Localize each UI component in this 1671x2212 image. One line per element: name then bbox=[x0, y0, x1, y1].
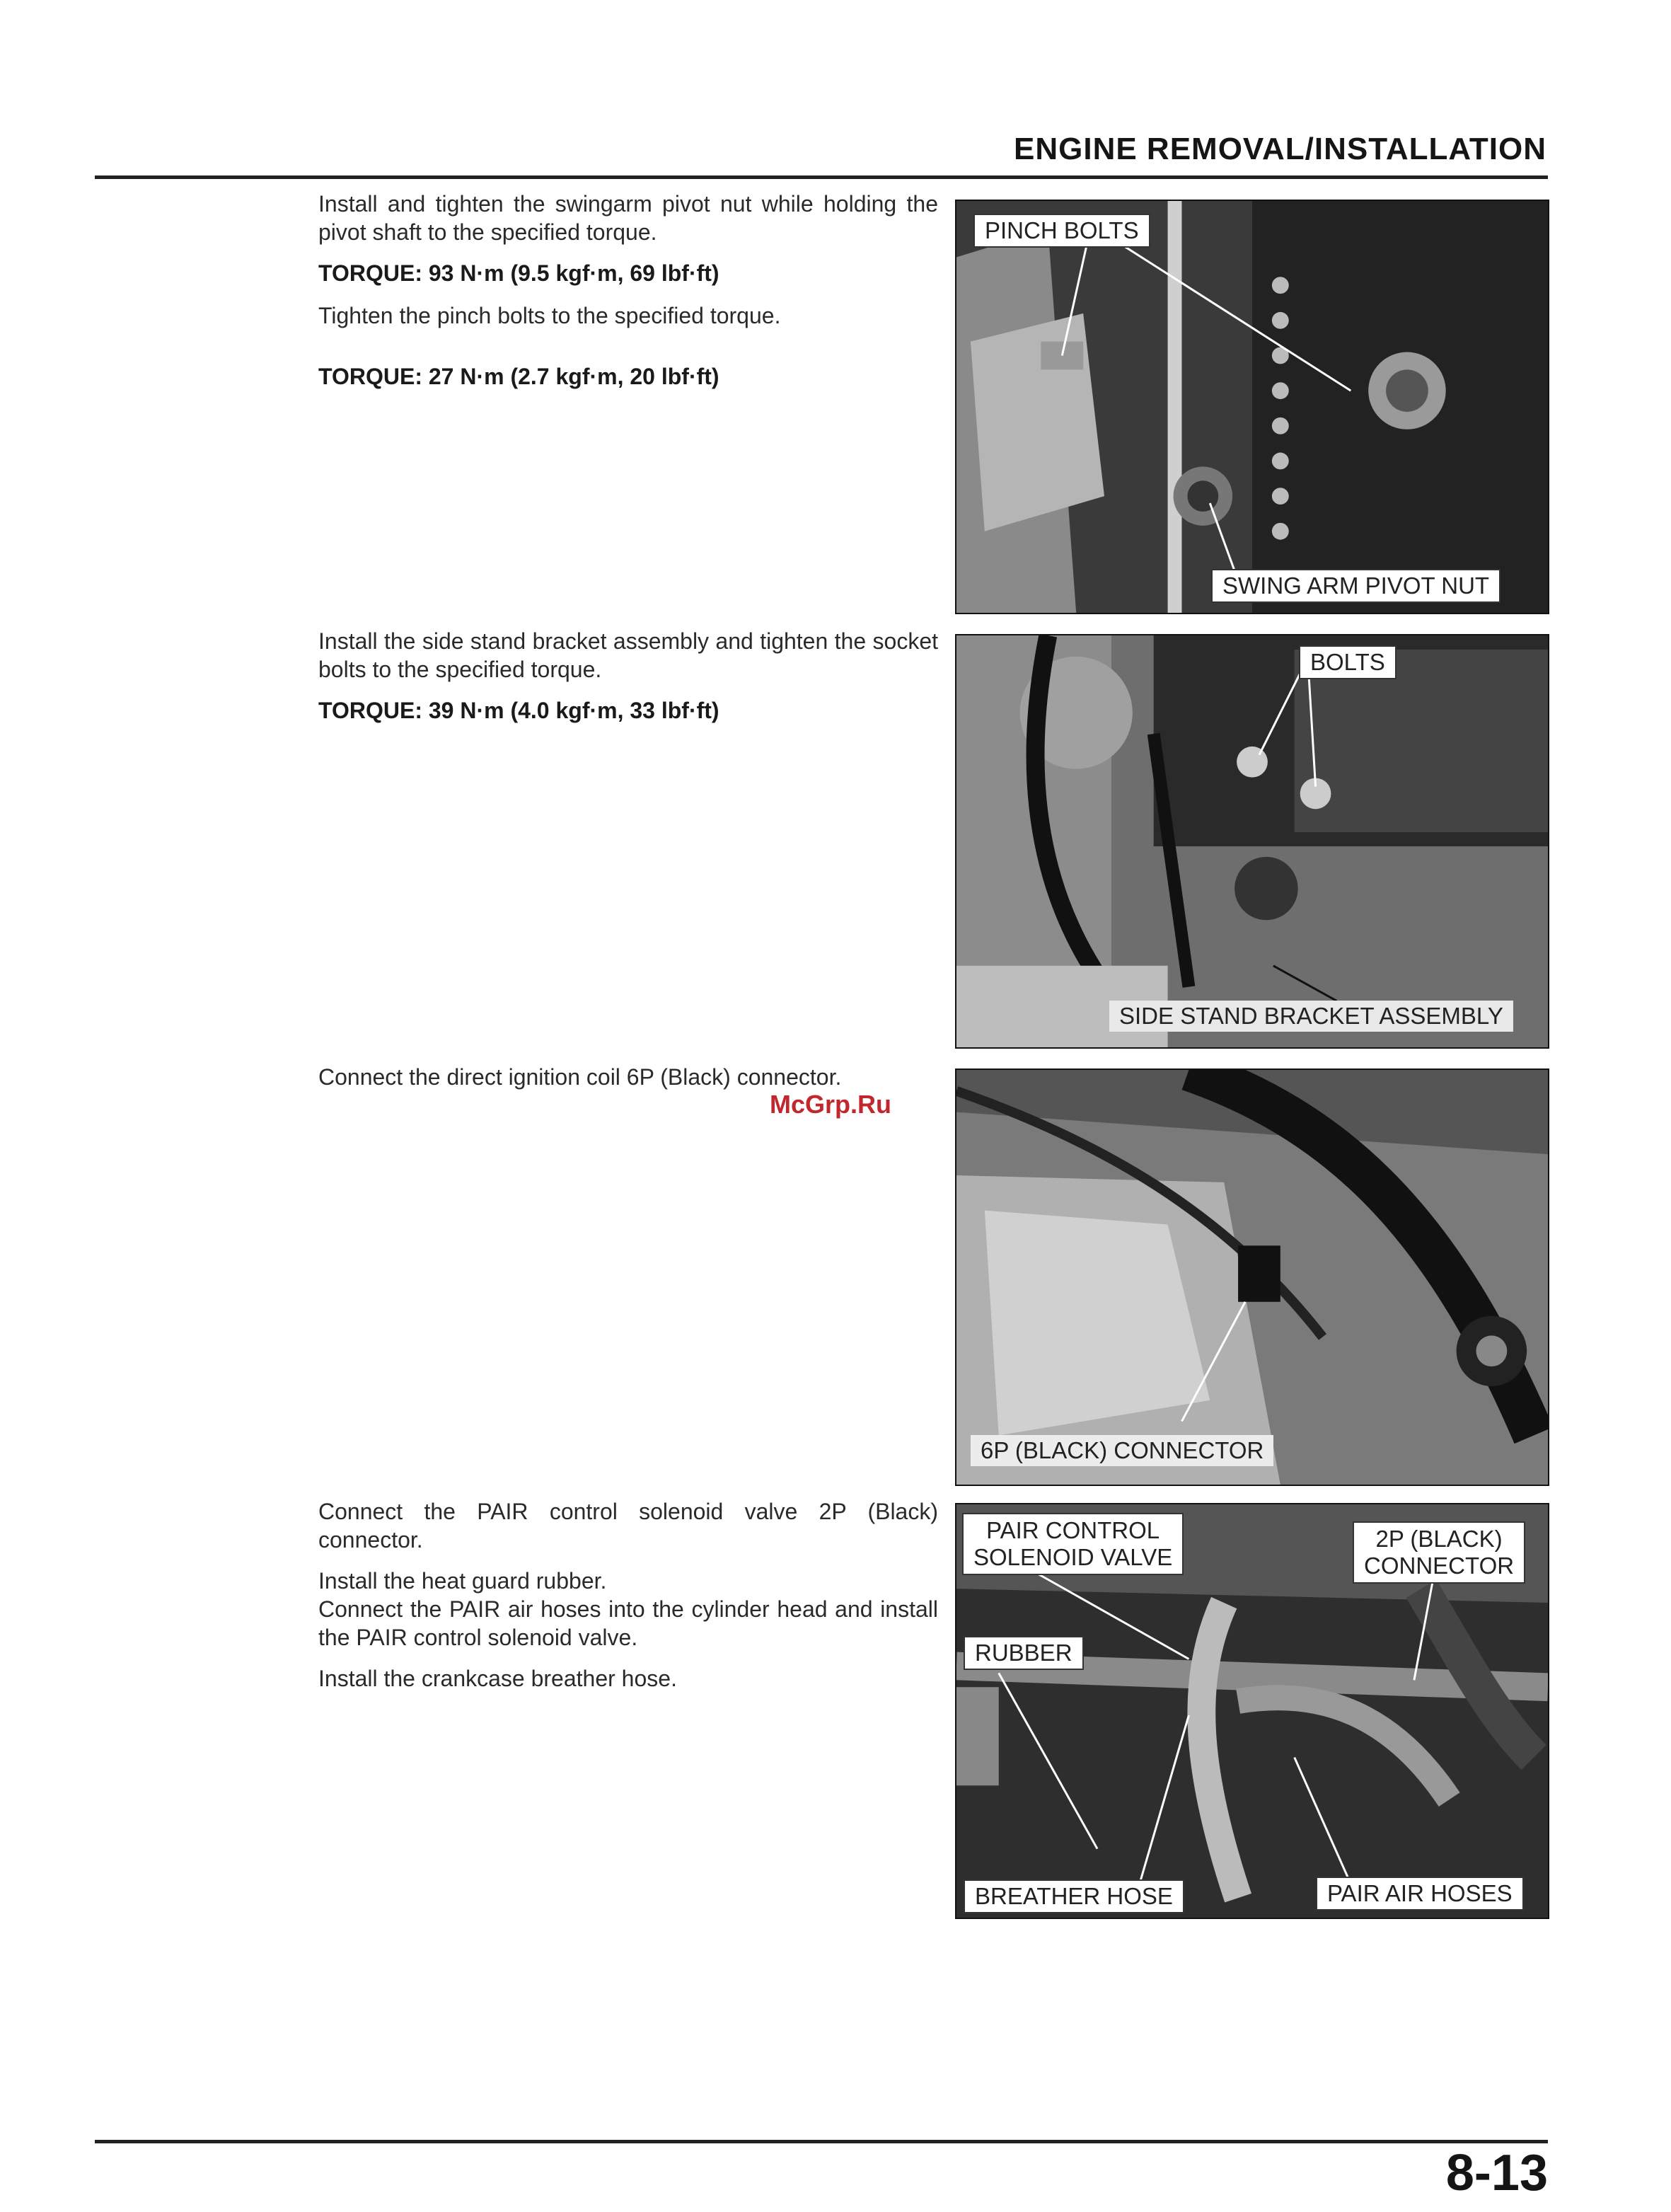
callout-bolts: BOLTS bbox=[1299, 645, 1397, 679]
torque-spec: TORQUE: 27 N·m (2.7 kgf·m, 20 lbf·ft) bbox=[318, 364, 719, 389]
callout-2p-black-connector bbox=[1353, 1521, 1525, 1584]
instruction-text: Connect the PAIR air hoses into the cylinder head and install the PAIR control solenoid valve. bbox=[318, 1596, 938, 1650]
footer-rule bbox=[95, 2140, 1548, 2143]
page-title: ENGINE REMOVAL/INSTALLATION bbox=[1014, 132, 1546, 166]
callout-line: PAIR CONTROL bbox=[986, 1517, 1160, 1543]
callout-line: SOLENOID VALVE bbox=[973, 1544, 1173, 1570]
step-1-text bbox=[318, 190, 938, 422]
instruction-text: Install the side stand bracket assembly and tighten the socket bolts to the specified torque. bbox=[318, 628, 938, 682]
photo-swingarm-pivot bbox=[955, 200, 1549, 614]
photo-swingarm-pivot-illustration bbox=[956, 201, 1548, 613]
photo-side-stand-bracket bbox=[955, 634, 1549, 1049]
step-4-text bbox=[318, 1497, 938, 1705]
header-rule bbox=[95, 175, 1548, 179]
callout-pinch-bolts: PINCH BOLTS bbox=[973, 214, 1150, 248]
callout-line: 2P (BLACK) bbox=[1375, 1526, 1503, 1552]
instruction-text: Connect the PAIR control solenoid valve 2P (Black) connector. bbox=[318, 1499, 938, 1553]
watermark: McGrp.Ru bbox=[770, 1090, 892, 1119]
callout-side-stand-bracket-assembly: SIDE STAND BRACKET ASSEMBLY bbox=[1109, 1001, 1513, 1032]
callout-pair-control-solenoid-valve bbox=[962, 1513, 1184, 1575]
instruction-text: Tighten the pinch bolts to the specified torque. bbox=[318, 303, 781, 328]
photo-pair-solenoid bbox=[955, 1503, 1549, 1919]
instruction-text: Install the crankcase breather hose. bbox=[318, 1666, 677, 1691]
torque-spec: TORQUE: 93 N·m (9.5 kgf·m, 69 lbf·ft) bbox=[318, 260, 719, 286]
callout-6p-black-connector: 6P (BLACK) CONNECTOR bbox=[971, 1435, 1273, 1466]
instruction-text: Install the heat guard rubber. bbox=[318, 1568, 607, 1594]
instruction-text: Install and tighten the swingarm pivot nut while holding the pivot shaft to the specified torque. bbox=[318, 191, 938, 245]
step-2-text bbox=[318, 627, 938, 756]
callout-line: CONNECTOR bbox=[1364, 1553, 1515, 1579]
photo-ignition-connector bbox=[955, 1068, 1549, 1486]
callout-pair-air-hoses: PAIR AIR HOSES bbox=[1316, 1877, 1524, 1911]
callout-rubber: RUBBER bbox=[964, 1636, 1084, 1670]
torque-spec: TORQUE: 39 N·m (4.0 kgf·m, 33 lbf·ft) bbox=[318, 698, 719, 723]
callout-breather-hose: BREATHER HOSE bbox=[964, 1879, 1184, 1913]
callout-swing-arm-pivot-nut: SWING ARM PIVOT NUT bbox=[1211, 569, 1501, 603]
photo-ignition-illustration bbox=[956, 1070, 1548, 1485]
instruction-text: Connect the direct ignition coil 6P (Black) connector. bbox=[318, 1064, 842, 1090]
page-number: 8-13 bbox=[1445, 2145, 1548, 2201]
photo-side-stand-illustration bbox=[956, 635, 1548, 1047]
